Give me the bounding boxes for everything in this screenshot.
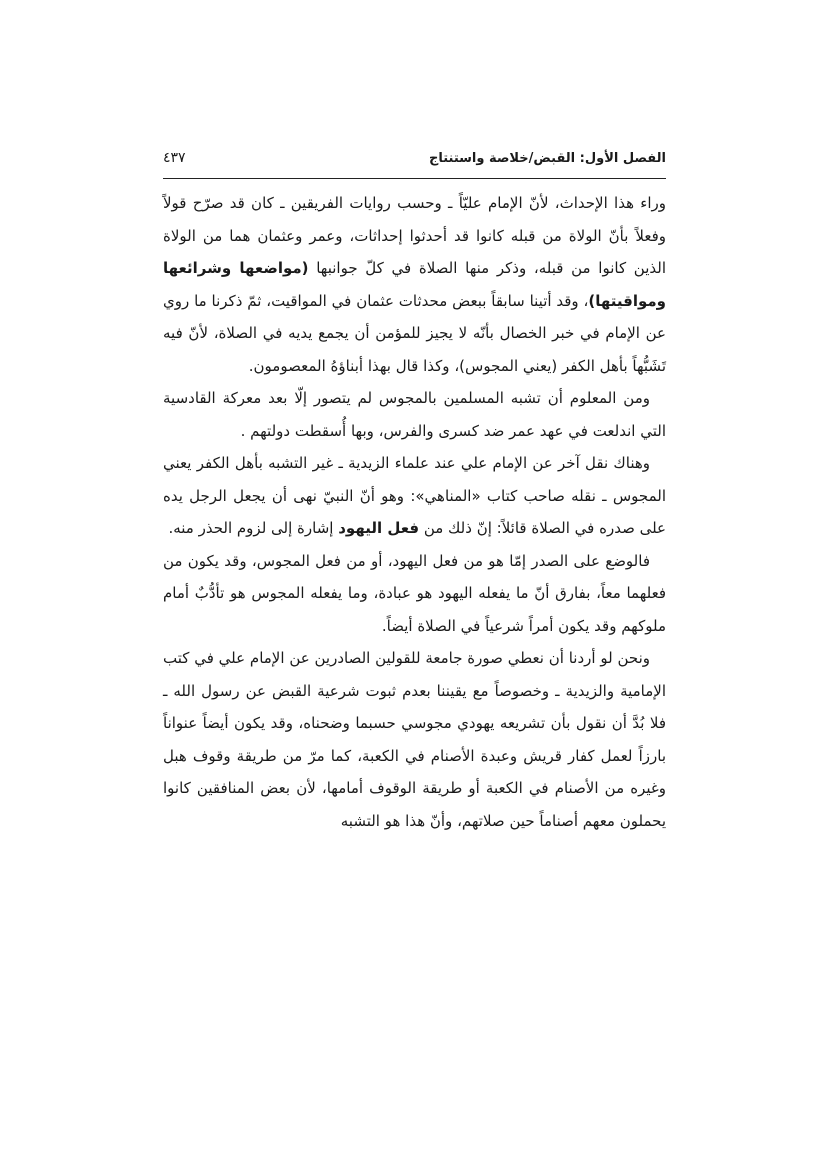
chapter-title: الفصل الأول: القبض/خلاصة واستنتاج [428,151,666,166]
text-run: وراء هذا الإحداث، لأنّ الإمام عليّاً ـ وحسب روايات الفريقين ـ كان قد صرّح قولاً وفعلاً بأنّ الولاة من قبله كانوا قد أحدثوا إحداثات، وعمر وعثمان هما من الولاة الذين كانوا من قبله، وذكر منها الصلاة في كلّ جوانبها [163,194,666,277]
text-run: وهناك نقل آخر عن الإمام علي عند علماء الزيدية ـ غير التشبه بأهل الكفر يعني المجوس ـ نقله صاحب كتاب «المناهي»: وهو أنّ النبيّ نهى أن يجعل الرجل يده على صدره في الصلاة قائلاً: إنّ ذلك من [163,454,666,537]
bold-text-run: (مواضعها وشرائعها ومواقيتها) [163,259,666,310]
book-page [163,150,666,1050]
text-run: ونحن لو أردنا أن نعطي صورة جامعة للقولين الصادرين عن الإمام علي في كتب الإمامية والزيدية ـ وخصوصاً مع يقيننا بعدم ثبوت شرعية القبض عن رسول الله ـ فلا بُدَّ أن نقول بأن تشريعه يهودي مجوسي حسبما وضحناه، وقد يكون أيضاً عنواناً بارزاً لعمل كفار قريش وعبدة الأصنام في الكعبة، كما مرّ من طريقة وقوف هبل وغيره من الأصنام في الكعبة أو طريقة الوقوف أمامها، لأن بعض المنافقين كانوا يحملون معهم أصناماً حين صلاتهم، وأنّ هذا هو التشبه [163,649,666,830]
text-run: فالوضع على الصدر إمّا هو من فعل اليهود، أو من فعل المجوس، وقد يكون من فعلهما معاً، بفارق أنّ ما يفعله اليهود هو عبادة، وما يفعله المجوس هو تأدُّبٌ أمام ملوكهم وقد يكون أمراً شرعياً في الصلاة أيضاً. [163,551,666,635]
text-run: ، وقد أتينا سابقاً ببعض محدثات عثمان في المواقيت، ثمّ ذكرنا ما روي عن الإمام في خبر الخصال بأنّه لا يجيز للمؤمن أن يجمع يديه في الصلاة، لأنّ فيه تَشَبُّهاً بأهل الكفر (يعني المجوس)، وكذا قال بهذا أبناؤهُ المعصومون. [163,291,666,375]
bold-text-run: فعل اليهود [338,519,420,537]
body-text [163,187,666,837]
page-number: ٤٣٧ [163,150,186,166]
running-header [163,150,666,179]
paragraph [163,382,666,447]
paragraph [163,447,666,545]
text-run: إشارة إلى لزوم الحذر منه. [168,519,339,537]
text-run: ومن المعلوم أن تشبه المسلمين بالمجوس لم يتصور إلّا بعد معركة القادسية التي اندلعت في عهد عمر ضد كسرى والفرس، وبها أُسقطت دولتهم . [163,389,666,440]
paragraph [163,545,666,643]
paragraph [163,187,666,382]
paragraph [163,642,666,837]
